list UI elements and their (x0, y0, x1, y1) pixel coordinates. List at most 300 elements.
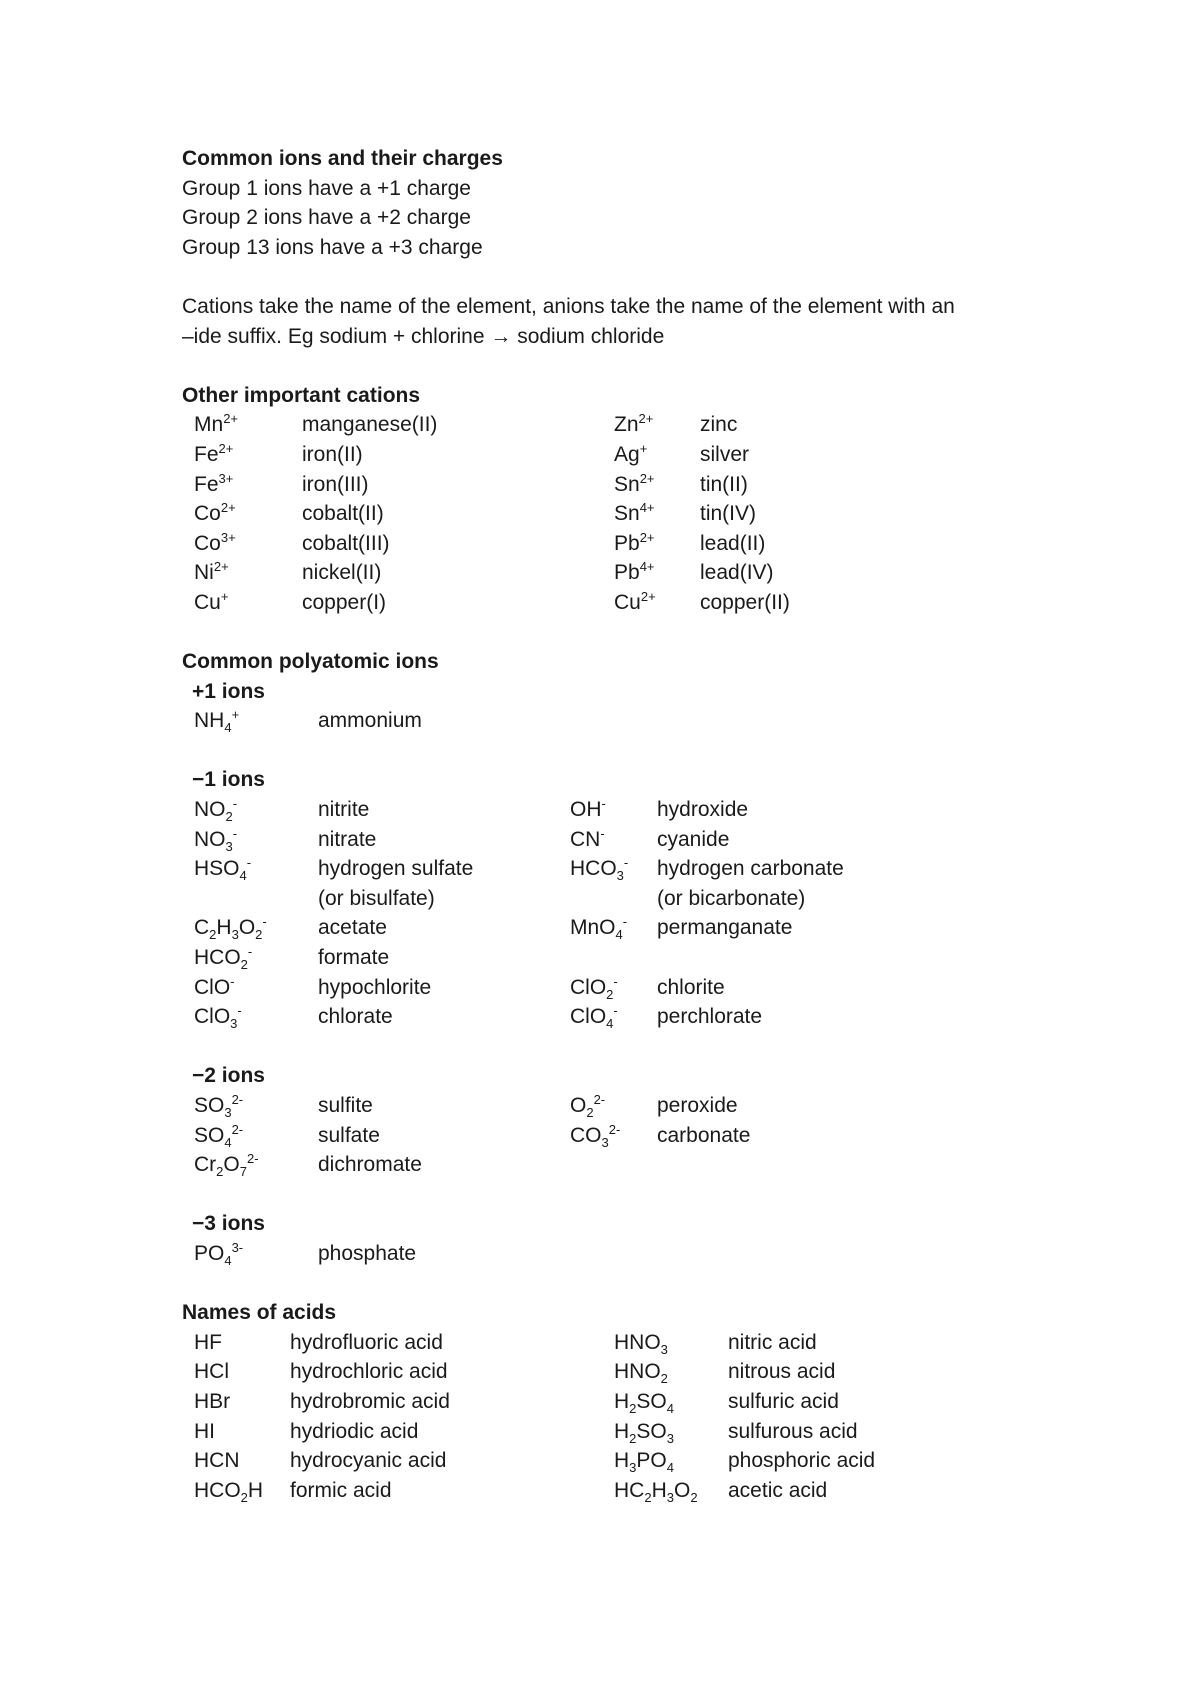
ion-formula (194, 1478, 264, 1505)
formula-text: CO (570, 1123, 602, 1147)
formula-text: OH (570, 798, 602, 822)
formula-text: HNO (614, 1330, 661, 1354)
formula-text: HF (194, 1330, 222, 1354)
subscript: 2 (209, 927, 217, 943)
ion-formula (194, 1239, 244, 1269)
formula-cell (194, 1239, 243, 1269)
formula-cell (614, 440, 647, 470)
formula-cell (614, 410, 653, 440)
ion-formula (570, 798, 606, 821)
formula-cell (614, 529, 655, 559)
ion-formula (194, 1092, 244, 1121)
formula-cell (194, 973, 235, 1003)
charge-superscript: 2+ (220, 500, 236, 516)
ion-formula (194, 1390, 230, 1413)
charge-superscript: + (231, 707, 240, 723)
ion-formula (194, 855, 252, 884)
charge-superscript: 3- (231, 1239, 244, 1255)
formula-cell (614, 1387, 674, 1417)
ion-name: tin(II) (700, 472, 748, 496)
spacer (182, 1269, 1082, 1299)
ion-formula (194, 796, 238, 825)
ion-formula (570, 973, 618, 1002)
formula-text: HCN (194, 1449, 240, 1473)
table-row (182, 410, 1082, 440)
subscript: 3 (666, 1430, 674, 1446)
spacer (182, 262, 1082, 292)
formula-text: ClO (194, 1005, 231, 1029)
charge-superscript: 2+ (223, 411, 239, 427)
spacer (182, 1180, 1082, 1210)
group-1-line: Group 1 ions have a +1 charge (182, 176, 471, 200)
subscript: 2 (586, 1105, 594, 1121)
ion-formula (614, 1419, 674, 1446)
ion-name: acetic acid (728, 1478, 828, 1502)
formula-cell (194, 825, 237, 855)
charge-superscript: 4+ (639, 559, 655, 575)
charge-superscript: 2+ (213, 559, 229, 575)
ion-name: hydrocyanic acid (290, 1449, 447, 1473)
ion-formula (570, 855, 629, 884)
formula-text: SO (194, 1094, 225, 1117)
formula-cell (614, 588, 656, 618)
formula-text: HBr (194, 1389, 231, 1413)
ion-formula (570, 914, 628, 943)
charge-superscript: - (613, 1003, 618, 1019)
ion-formula (614, 1360, 668, 1387)
formula-text: HSO (194, 857, 240, 881)
ion-name: manganese(II) (302, 413, 438, 437)
formula-cell (194, 706, 239, 736)
table-row (182, 558, 1082, 588)
ion-name: formate (318, 946, 390, 970)
subscript: 2 (690, 1489, 698, 1505)
charge-superscript: - (237, 1003, 242, 1019)
formula-text: H (614, 1419, 630, 1443)
charge-superscript: 2- (231, 1092, 244, 1107)
charge-superscript: - (613, 973, 618, 989)
ion-formula (194, 944, 253, 973)
section-title-cations: Other important cations (182, 383, 421, 407)
ion-name: hypochlorite (318, 975, 432, 999)
ion-formula (614, 1478, 698, 1505)
ion-formula (194, 914, 267, 943)
group-2-line: Group 2 ions have a +2 charge (182, 206, 471, 230)
subscript: 7 (239, 1164, 247, 1180)
table-row (182, 913, 1082, 943)
formula-cell (194, 470, 233, 500)
section-title-polyatomic: Common polyatomic ions (182, 650, 439, 674)
ion-name: sulfuric acid (728, 1389, 839, 1413)
formula-cell (614, 1357, 668, 1387)
charge-superscript: 2- (231, 1121, 244, 1137)
ion-formula (194, 1331, 222, 1354)
charge-superscript: 2- (593, 1092, 606, 1107)
ion-formula (614, 413, 653, 436)
formula-text: Zn (614, 413, 639, 437)
formula-text: Ni (194, 561, 214, 585)
formula-cell (614, 1417, 674, 1447)
ion-name: iron(III) (302, 472, 369, 496)
ion-group-table (182, 795, 1082, 1032)
ion-name: phosphoric acid (728, 1449, 876, 1473)
charge-superscript: - (230, 973, 235, 989)
table-row (182, 973, 1082, 1003)
charge-superscript: - (246, 855, 252, 871)
charge-superscript: - (232, 796, 238, 812)
formula-cell (194, 529, 236, 559)
formula-text: O (570, 1094, 587, 1117)
formula-cell (614, 470, 655, 500)
ion-name: (or bicarbonate) (657, 886, 806, 910)
charge-superscript: 3+ (220, 529, 236, 545)
section-title-common-ions: Common ions and their charges (182, 147, 503, 170)
formula-cell (614, 1446, 674, 1476)
formula-cell (194, 1357, 229, 1387)
subscript: 2 (216, 1164, 224, 1180)
formula-cell (194, 854, 251, 884)
formula-text: HNO (614, 1360, 661, 1384)
ion-formula (614, 440, 648, 466)
ion-formula (194, 1420, 215, 1443)
formula-cell (194, 1387, 230, 1417)
ion-formula (614, 502, 655, 525)
ion-formula (194, 502, 236, 525)
formula-cell (614, 1328, 668, 1358)
ion-formula (194, 1449, 240, 1472)
subscript: 3 (666, 1489, 674, 1505)
formula-cell (194, 410, 238, 440)
spacer (182, 1032, 1082, 1062)
formula-text: Fe (194, 472, 219, 496)
charge-superscript: 4+ (639, 500, 655, 516)
ion-group-label: −3 ions (192, 1212, 265, 1236)
table-row (182, 1476, 1082, 1506)
acids-table (182, 1328, 1082, 1506)
subscript: 2 (225, 809, 233, 825)
subscript: 4 (666, 1460, 674, 1476)
ion-formula (194, 470, 234, 496)
table-row (182, 1387, 1082, 1417)
ion-name: copper(I) (302, 590, 387, 614)
ion-group-label: −2 ions (192, 1064, 265, 1088)
formula-text: HC (614, 1478, 645, 1502)
charge-superscript: - (247, 944, 253, 960)
formula-cell (570, 1002, 618, 1032)
ion-formula (194, 440, 234, 466)
formula-cell (570, 973, 618, 1003)
formula-cell (194, 588, 228, 618)
subscript: 3 (230, 1016, 238, 1032)
ion-formula (194, 1003, 242, 1032)
ion-name: lead(II) (700, 531, 766, 555)
subscript: 3 (601, 1134, 609, 1150)
subscript: 3 (225, 838, 233, 854)
subscript: 2 (255, 927, 263, 943)
ion-name: copper(II) (700, 590, 790, 614)
formula-cell (194, 943, 252, 973)
ion-name: sulfate (318, 1123, 380, 1147)
ion-formula (614, 529, 655, 555)
table-row (182, 1446, 1082, 1476)
formula-text: PO (194, 1241, 225, 1265)
formula-text: HCO (570, 857, 617, 881)
subscript: 2 (240, 957, 248, 973)
formula-cell (194, 1328, 222, 1358)
ion-name: lead(IV) (700, 561, 774, 585)
subscript: 3 (616, 868, 624, 884)
table-row (182, 1357, 1082, 1387)
formula-text: MnO (570, 916, 616, 940)
charge-superscript: 2- (608, 1121, 621, 1137)
charge-superscript: 2+ (639, 529, 655, 545)
formula-cell (194, 440, 233, 470)
ion-formula (614, 561, 655, 584)
formula-text: Sn (614, 502, 640, 526)
subscript: 3 (231, 927, 239, 943)
table-row (182, 884, 1082, 914)
ion-name: hydrofluoric acid (290, 1330, 443, 1354)
formula-cell (194, 1476, 263, 1506)
formula-text: Co (194, 531, 221, 555)
formula-text: O (238, 916, 256, 940)
table-row (182, 470, 1082, 500)
formula-cell (570, 854, 628, 884)
ion-name: permanganate (657, 916, 793, 940)
subscript: 2 (240, 1489, 248, 1505)
formula-cell (614, 1476, 698, 1506)
ion-group-label: −1 ions (192, 768, 265, 792)
formula-text: SO (194, 1123, 225, 1147)
charge-superscript: - (262, 914, 267, 930)
ion-formula (194, 1121, 244, 1150)
formula-cell (194, 499, 236, 529)
ion-formula (194, 825, 238, 854)
formula-text: C (194, 916, 210, 940)
formula-text: H (614, 1389, 630, 1413)
charge-superscript: 3+ (218, 470, 234, 486)
table-row (182, 795, 1082, 825)
charge-superscript: + (639, 440, 648, 456)
ion-name: formic acid (290, 1478, 392, 1502)
ion-formula (570, 1092, 606, 1121)
formula-text: Co (194, 502, 221, 526)
ion-name: sulfurous acid (728, 1419, 858, 1443)
ion-formula (614, 588, 656, 614)
formula-text: SO (636, 1389, 667, 1413)
charge-superscript: - (622, 914, 628, 930)
formula-cell (194, 1446, 240, 1476)
formula-text: NO (194, 798, 226, 822)
ion-name: sulfite (318, 1094, 373, 1117)
formula-text: Mn (194, 413, 224, 437)
charge-superscript: 2+ (218, 440, 234, 456)
table-row (182, 1150, 1082, 1180)
formula-text: HI (194, 1419, 215, 1443)
ion-name: (or bisulfate) (318, 886, 435, 910)
ion-group-label: +1 ions (192, 679, 265, 703)
ion-name: iron(II) (302, 442, 363, 466)
ion-name: dichromate (318, 1153, 422, 1177)
spacer (182, 618, 1082, 648)
ion-group-table (182, 1091, 1082, 1180)
formula-cell (194, 1002, 242, 1032)
ion-name: nitrous acid (728, 1360, 836, 1384)
table-row (182, 943, 1082, 973)
formula-text: Cu (614, 590, 641, 614)
formula-cell (194, 1091, 243, 1121)
subscript: 2 (629, 1401, 637, 1417)
table-row (182, 1328, 1082, 1358)
ion-formula (570, 1003, 618, 1032)
cations-table (182, 410, 1082, 617)
section-title-acids: Names of acids (182, 1301, 337, 1325)
subscript: 2 (644, 1489, 652, 1505)
formula-text: CN (570, 827, 601, 851)
naming-rule-line-2: –ide suffix. Eg sodium + chlorine → sodium chloride (182, 324, 665, 348)
formula-cell (570, 825, 605, 855)
table-row (182, 499, 1082, 529)
formula-text: SO (636, 1419, 667, 1443)
subscript: 4 (666, 1401, 674, 1417)
ion-name: ammonium (318, 709, 422, 733)
ion-formula (194, 561, 229, 584)
formula-cell (570, 1091, 605, 1121)
ion-name: nitrite (318, 798, 370, 822)
formula-text: ClO (570, 975, 607, 999)
ion-name: perchlorate (657, 1005, 763, 1029)
ion-name: phosphate (318, 1241, 417, 1265)
charge-superscript: - (232, 825, 238, 841)
table-row (182, 1417, 1082, 1447)
formula-text: H (216, 916, 232, 940)
ion-name: nitrate (318, 827, 377, 851)
charge-superscript: - (623, 855, 629, 871)
formula-text: H (247, 1478, 264, 1502)
formula-text: H (614, 1449, 630, 1473)
formula-text: PO (636, 1449, 667, 1473)
ion-name: cobalt(II) (302, 502, 384, 526)
subscript: 2 (660, 1371, 668, 1387)
ion-name: hydrogen carbonate (657, 857, 844, 881)
ion-name: acetate (318, 916, 387, 940)
table-row (182, 854, 1082, 884)
subscript: 3 (629, 1460, 637, 1476)
formula-text: Cu (194, 590, 221, 614)
ion-group-table (182, 706, 1082, 736)
ion-name: nickel(II) (302, 561, 382, 585)
document-page (182, 144, 1082, 1505)
formula-text: NH (194, 709, 225, 733)
table-row (182, 1002, 1082, 1032)
formula-text: ClO (570, 1005, 607, 1029)
formula-text: ClO (194, 975, 231, 999)
formula-text: NO (194, 827, 226, 851)
ion-formula (194, 1360, 229, 1383)
table-row (182, 440, 1082, 470)
formula-cell (570, 795, 606, 825)
formula-cell (194, 1150, 259, 1180)
ion-formula (614, 1330, 668, 1357)
ion-name: hydroxide (657, 798, 749, 822)
formula-text: Ag (614, 442, 640, 466)
formula-text: HCO (194, 946, 241, 970)
group-13-line: Group 13 ions have a +3 charge (182, 235, 483, 259)
formula-cell (194, 1121, 243, 1151)
ion-name: chlorite (657, 975, 725, 999)
table-row (182, 1091, 1082, 1121)
formula-text: Pb (614, 561, 640, 585)
ion-name: carbonate (657, 1123, 751, 1147)
subscript: 4 (224, 720, 232, 736)
charge-superscript: + (220, 588, 229, 604)
spacer (182, 351, 1082, 381)
subscript: 2 (629, 1430, 637, 1446)
ion-formula (194, 973, 235, 999)
ion-formula (194, 707, 240, 736)
formula-cell (614, 558, 655, 588)
formula-text: O (673, 1478, 691, 1502)
table-row (182, 706, 1082, 736)
subscript: 4 (239, 868, 247, 884)
ion-formula (194, 588, 229, 614)
ion-name: hydrobromic acid (290, 1389, 450, 1413)
subscript: 4 (224, 1134, 232, 1150)
formula-cell (194, 913, 267, 943)
ion-name: chlorate (318, 1005, 393, 1029)
ion-name: peroxide (657, 1094, 738, 1117)
subscript: 4 (606, 1016, 614, 1032)
ion-formula (194, 413, 238, 436)
formula-cell (614, 499, 655, 529)
ion-name: zinc (700, 413, 738, 437)
ion-group-table (182, 1239, 1082, 1269)
formula-text: HCO (194, 1478, 241, 1502)
subscript: 4 (224, 1253, 232, 1269)
charge-superscript: 2+ (639, 470, 655, 486)
formula-text: O (223, 1153, 240, 1177)
polyatomic-table (182, 677, 1082, 1298)
formula-text: Fe (194, 442, 219, 466)
formula-text: HCl (194, 1360, 229, 1384)
ion-name: hydriodic acid (290, 1419, 419, 1443)
ion-formula (194, 529, 236, 555)
formula-cell (194, 1417, 215, 1447)
ion-formula (194, 1151, 259, 1180)
ion-name: hydrochloric acid (290, 1360, 448, 1384)
table-row (182, 1121, 1082, 1151)
naming-rule-line-1: Cations take the name of the element, anions take the name of the element with an (182, 294, 955, 318)
formula-text: Sn (614, 472, 640, 496)
subscript: 4 (615, 927, 623, 943)
ion-formula (570, 825, 605, 851)
ion-formula (614, 470, 655, 496)
charge-superscript: 2+ (640, 588, 656, 604)
ion-name: tin(IV) (700, 502, 757, 526)
ion-name: cobalt(III) (302, 531, 390, 555)
formula-text: H (651, 1478, 667, 1502)
ion-name: silver (700, 442, 750, 466)
subscript: 3 (660, 1341, 668, 1357)
formula-cell (570, 1121, 620, 1151)
spacer (182, 736, 1082, 766)
ion-name: hydrogen sulfate (318, 857, 474, 881)
ion-formula (614, 1389, 674, 1417)
formula-cell (570, 913, 627, 943)
formula-cell (194, 795, 237, 825)
formula-text: Pb (614, 531, 640, 555)
charge-superscript: 2+ (638, 411, 654, 427)
